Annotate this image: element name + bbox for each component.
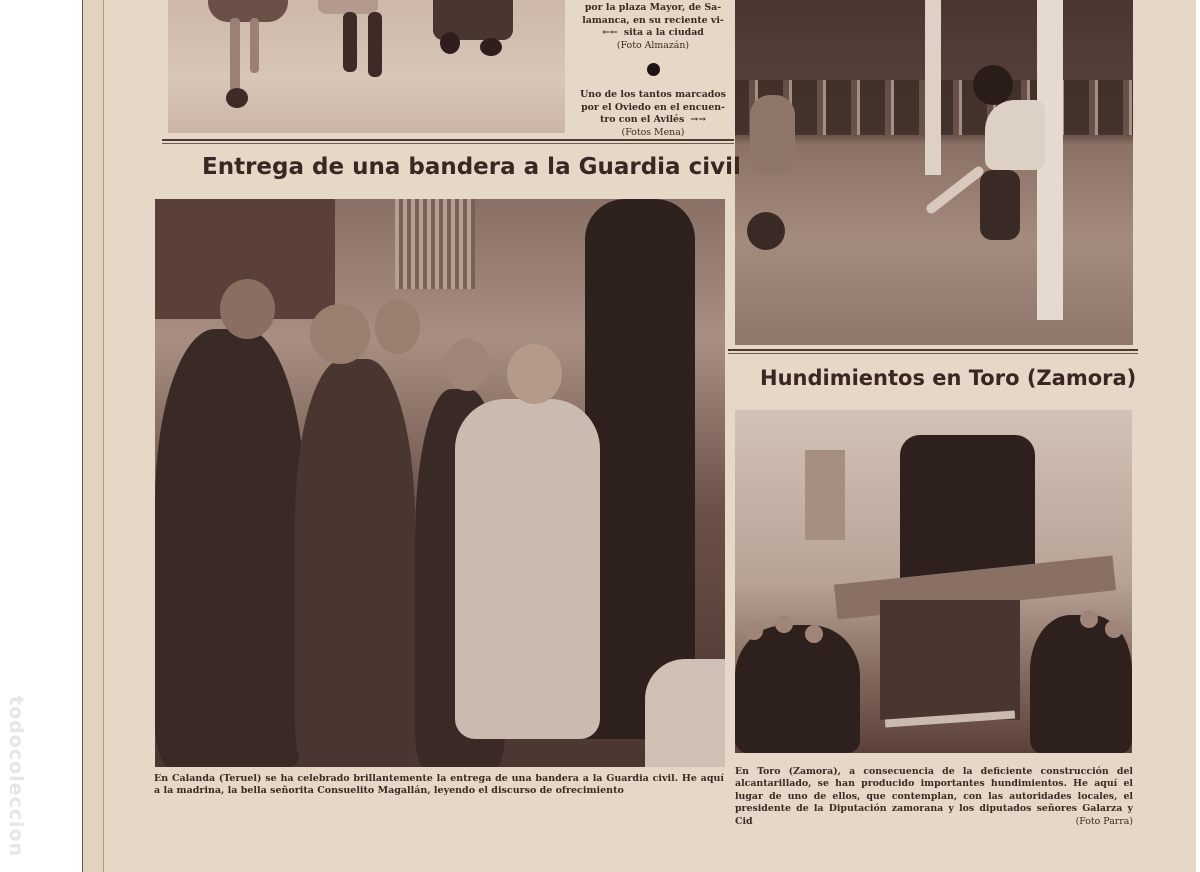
- watermark: [2, 690, 32, 870]
- caption-line-wrap: [568, 114, 738, 127]
- photo-credit: (Foto Almazán): [616, 39, 690, 51]
- plaza-caption: [568, 2, 738, 52]
- caption-line: tro con el Avilés: [599, 114, 685, 126]
- separator-dot-icon: [647, 63, 660, 76]
- plaza-photo: [168, 0, 565, 133]
- photo-credit: (Fotos Mena): [621, 126, 685, 138]
- arrow-right-icon: →→: [690, 114, 707, 126]
- toro-caption: [735, 766, 1133, 828]
- caption-line: sita a la ciudad: [623, 27, 704, 39]
- divider-rule: [728, 349, 1138, 354]
- football-caption: [568, 89, 738, 139]
- guardia-caption: [154, 773, 724, 798]
- arrow-left-icon: ←←: [602, 27, 618, 39]
- guardia-photo: [155, 199, 725, 767]
- caption-line-wrap: [568, 27, 738, 40]
- caption-text: En Toro (Zamora), a consecuencia de la deficiente construcción del alcantarillado, se han producido importantes hundimientos. He aquí el lugar de uno de ellos, que contemplan, con las autoridades locales, el presidente de la Diputación zamorana y los diputados señores Galarza y Cid: [735, 766, 1133, 827]
- caption-line: Uno de los tantos marcados: [580, 89, 726, 100]
- caption-text: En Calanda (Teruel) se ha celebrado brillantemente la entrega de una bandera a la Guardia civil. He aquí a la madrina, la bella señorita Consuelito Magallán, leyendo el discurso de ofrecimiento: [154, 773, 724, 797]
- caption-line: por el Oviedo en el encuen-: [581, 101, 725, 113]
- photo-credit: (Foto Parra): [1075, 815, 1133, 827]
- watermark-text: todocoleccion: [5, 696, 27, 858]
- guardia-headline: Entrega de una bandera a la Guardia civil: [202, 154, 741, 180]
- football-photo: [735, 0, 1133, 345]
- divider-rule: [162, 139, 734, 144]
- toro-photo: [735, 410, 1132, 753]
- toro-headline: Hundimientos en Toro (Zamora): [760, 366, 1137, 390]
- caption-line: lamanca, en su reciente vi-: [582, 14, 724, 26]
- caption-line: por la plaza Mayor, de Sa-: [584, 2, 722, 13]
